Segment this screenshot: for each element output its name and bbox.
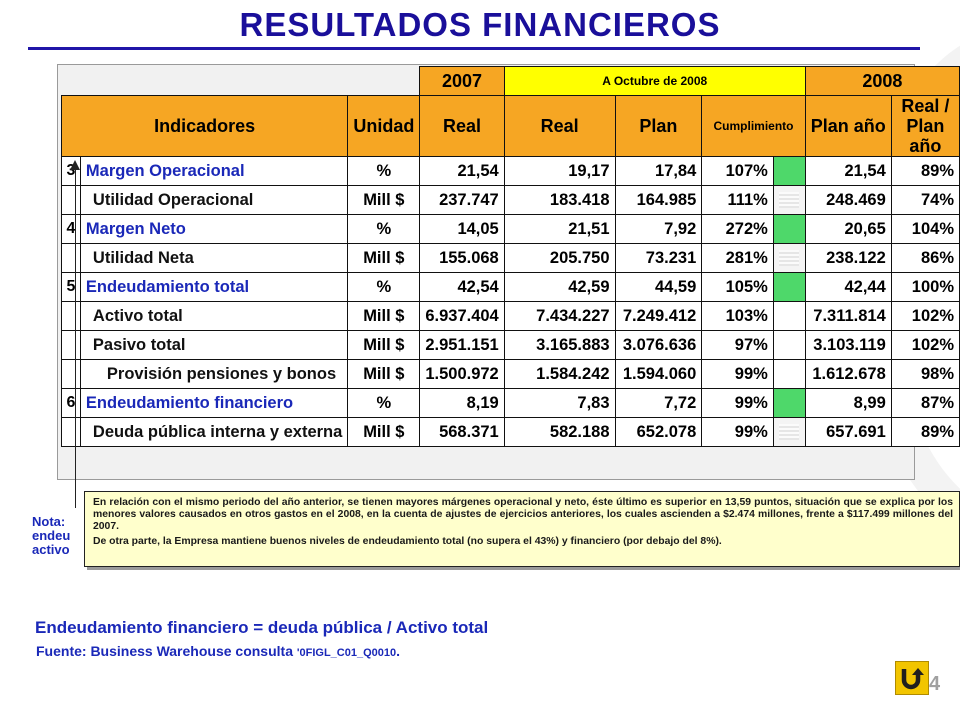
cumplimiento-cell: 272% xyxy=(702,215,774,244)
row-number xyxy=(62,302,81,331)
indicator-name: Provisión pensiones y bonos xyxy=(80,360,347,389)
indicator-name: Endeudamiento total xyxy=(80,273,347,302)
semaforo-cell xyxy=(773,302,805,331)
semaforo-cell xyxy=(773,418,805,447)
unit-cell: % xyxy=(348,157,420,186)
source-text xyxy=(36,643,400,659)
plan-anio-cell: 42,44 xyxy=(805,273,891,302)
real-2007-cell: 8,19 xyxy=(420,389,504,418)
unit-cell: % xyxy=(348,215,420,244)
plan-cell: 73.231 xyxy=(615,244,702,273)
semaforo-cell xyxy=(773,273,805,302)
plan-cell: 44,59 xyxy=(615,273,702,302)
table-row xyxy=(62,302,960,331)
semaforo-cell xyxy=(773,389,805,418)
column-header-cumplimiento: Cumplimiento xyxy=(702,96,805,157)
row-number xyxy=(62,244,81,273)
real-cell: 42,59 xyxy=(504,273,615,302)
table-row xyxy=(62,186,960,215)
plan-anio-cell: 248.469 xyxy=(805,186,891,215)
arrow-up-icon xyxy=(70,160,80,170)
row-number xyxy=(62,186,81,215)
real-plan-anio-cell: 102% xyxy=(891,302,959,331)
plan-anio-cell: 3.103.119 xyxy=(805,331,891,360)
real-plan-anio-cell: 86% xyxy=(891,244,959,273)
column-header-real-2007: Real xyxy=(420,96,504,157)
real-cell: 7.434.227 xyxy=(504,302,615,331)
table-header-row-years xyxy=(62,67,960,96)
indicator-name: Margen Neto xyxy=(80,215,347,244)
unit-cell: % xyxy=(348,389,420,418)
semaforo-placeholder xyxy=(779,192,799,208)
cumplimiento-cell: 99% xyxy=(702,418,774,447)
note-label-line3: activo xyxy=(32,542,70,557)
column-header-plan: Plan xyxy=(615,96,702,157)
row-number: 3 xyxy=(62,157,81,186)
indicator-name: Pasivo total xyxy=(80,331,347,360)
real-cell: 1.584.242 xyxy=(504,360,615,389)
plan-cell: 1.594.060 xyxy=(615,360,702,389)
indicator-name: Deuda pública interna y externa xyxy=(80,418,347,447)
indicator-name: Utilidad Neta xyxy=(80,244,347,273)
real-cell: 582.188 xyxy=(504,418,615,447)
unit-cell: Mill $ xyxy=(348,244,420,273)
real-plan-anio-cell: 98% xyxy=(891,360,959,389)
plan-cell: 7.249.412 xyxy=(615,302,702,331)
plan-cell: 17,84 xyxy=(615,157,702,186)
row-number xyxy=(62,418,81,447)
unit-cell: Mill $ xyxy=(348,360,420,389)
semaforo-cell xyxy=(773,157,805,186)
real-plan-anio-cell: 104% xyxy=(891,215,959,244)
semaforo-cell xyxy=(773,186,805,215)
real-plan-anio-cell: 89% xyxy=(891,418,959,447)
header-spacer xyxy=(62,67,420,96)
header-year-2008: 2008 xyxy=(805,67,959,96)
cumplimiento-cell: 99% xyxy=(702,389,774,418)
plan-anio-cell: 1.612.678 xyxy=(805,360,891,389)
note-paragraph-1: En relación con el mismo periodo del año anterior, se tienen mayores márgenes operacional y neto, éste último es superior en 13,59 puntos, situación que se explica por los menores valores causados en otros gastos en el 2008, en la cuenta de ajustes de ejercicios anteriores, los cuales ascienden a $2.474 millones, frente a $117.499 millones del 2007. xyxy=(93,497,953,532)
plan-anio-cell: 657.691 xyxy=(805,418,891,447)
cumplimiento-cell: 103% xyxy=(702,302,774,331)
real-cell: 21,51 xyxy=(504,215,615,244)
header-group-octubre: A Octubre de 2008 xyxy=(504,67,805,96)
financial-results-table xyxy=(61,66,960,447)
real-plan-anio-cell: 89% xyxy=(891,157,959,186)
real-2007-cell: 14,05 xyxy=(420,215,504,244)
source-query-code: '0FIGL_C01_Q0010 xyxy=(296,647,397,659)
note-label-line1: Nota: xyxy=(32,514,66,529)
return-button[interactable] xyxy=(895,661,929,695)
return-arrow-icon xyxy=(899,665,925,691)
row-number xyxy=(62,331,81,360)
formula-text: Endeudamiento financiero = deuda pública / Activo total xyxy=(35,618,489,637)
plan-anio-cell: 20,65 xyxy=(805,215,891,244)
real-plan-anio-cell: 102% xyxy=(891,331,959,360)
column-header-real-plan-line1: Real / xyxy=(901,96,950,116)
semaforo-cell xyxy=(773,360,805,389)
row-number: 6 xyxy=(62,389,81,418)
unit-cell: Mill $ xyxy=(348,186,420,215)
table-row xyxy=(62,360,960,389)
page-number: 4 xyxy=(929,673,941,695)
real-2007-cell: 237.747 xyxy=(420,186,504,215)
table-row xyxy=(62,389,960,418)
table-header-row-columns xyxy=(62,96,960,157)
real-cell: 7,83 xyxy=(504,389,615,418)
real-2007-cell: 1.500.972 xyxy=(420,360,504,389)
plan-cell: 3.076.636 xyxy=(615,331,702,360)
real-2007-cell: 2.951.151 xyxy=(420,331,504,360)
real-2007-cell: 42,54 xyxy=(420,273,504,302)
column-header-real-plan-line2: Plan año xyxy=(906,116,945,156)
semaforo-cell xyxy=(773,331,805,360)
row-number: 4 xyxy=(62,215,81,244)
indicator-name: Margen Operacional xyxy=(80,157,347,186)
page-title: RESULTADOS FINANCIEROS xyxy=(239,6,721,43)
table-row xyxy=(62,215,960,244)
real-cell: 205.750 xyxy=(504,244,615,273)
source-suffix: . xyxy=(396,643,400,659)
column-header-real: Real xyxy=(504,96,615,157)
cumplimiento-cell: 105% xyxy=(702,273,774,302)
column-header-real-plan-anio xyxy=(891,96,959,157)
unit-cell: Mill $ xyxy=(348,331,420,360)
table-row xyxy=(62,244,960,273)
plan-anio-cell: 7.311.814 xyxy=(805,302,891,331)
indicator-name: Utilidad Operacional xyxy=(80,186,347,215)
column-header-indicadores: Indicadores xyxy=(62,96,348,157)
table-row xyxy=(62,418,960,447)
note-label xyxy=(32,515,70,557)
plan-cell: 7,92 xyxy=(615,215,702,244)
unit-cell: Mill $ xyxy=(348,302,420,331)
real-2007-cell: 155.068 xyxy=(420,244,504,273)
note-callout xyxy=(84,491,960,567)
cumplimiento-cell: 281% xyxy=(702,244,774,273)
cumplimiento-cell: 97% xyxy=(702,331,774,360)
source-prefix: Fuente: Business Warehouse consulta xyxy=(36,643,293,659)
semaforo-placeholder xyxy=(779,250,799,266)
cumplimiento-cell: 99% xyxy=(702,360,774,389)
cumplimiento-cell: 111% xyxy=(702,186,774,215)
table-row xyxy=(62,331,960,360)
table-row xyxy=(62,157,960,186)
note-pointer-line xyxy=(75,168,76,508)
row-number: 5 xyxy=(62,273,81,302)
indicator-name: Endeudamiento financiero xyxy=(80,389,347,418)
column-header-unidad: Unidad xyxy=(348,96,420,157)
plan-cell: 652.078 xyxy=(615,418,702,447)
real-plan-anio-cell: 87% xyxy=(891,389,959,418)
plan-cell: 164.985 xyxy=(615,186,702,215)
real-2007-cell: 21,54 xyxy=(420,157,504,186)
plan-anio-cell: 8,99 xyxy=(805,389,891,418)
semaforo-placeholder xyxy=(779,424,799,440)
real-2007-cell: 568.371 xyxy=(420,418,504,447)
real-plan-anio-cell: 100% xyxy=(891,273,959,302)
unit-cell: Mill $ xyxy=(348,418,420,447)
plan-anio-cell: 238.122 xyxy=(805,244,891,273)
plan-cell: 7,72 xyxy=(615,389,702,418)
semaforo-cell xyxy=(773,244,805,273)
semaforo-cell xyxy=(773,215,805,244)
row-number xyxy=(62,360,81,389)
real-cell: 3.165.883 xyxy=(504,331,615,360)
real-plan-anio-cell: 74% xyxy=(891,186,959,215)
plan-anio-cell: 21,54 xyxy=(805,157,891,186)
indicator-name: Activo total xyxy=(80,302,347,331)
note-paragraph-2: De otra parte, la Empresa mantiene buenos niveles de endeudamiento total (no supera el 43%) y financiero (por debajo del 8%). xyxy=(93,536,722,547)
table-row xyxy=(62,273,960,302)
real-2007-cell: 6.937.404 xyxy=(420,302,504,331)
real-cell: 183.418 xyxy=(504,186,615,215)
column-header-plan-anio: Plan año xyxy=(805,96,891,157)
unit-cell: % xyxy=(348,273,420,302)
cumplimiento-cell: 107% xyxy=(702,157,774,186)
header-year-2007: 2007 xyxy=(420,67,504,96)
title-divider xyxy=(28,47,920,50)
real-cell: 19,17 xyxy=(504,157,615,186)
note-label-line2: endeu xyxy=(32,528,71,543)
